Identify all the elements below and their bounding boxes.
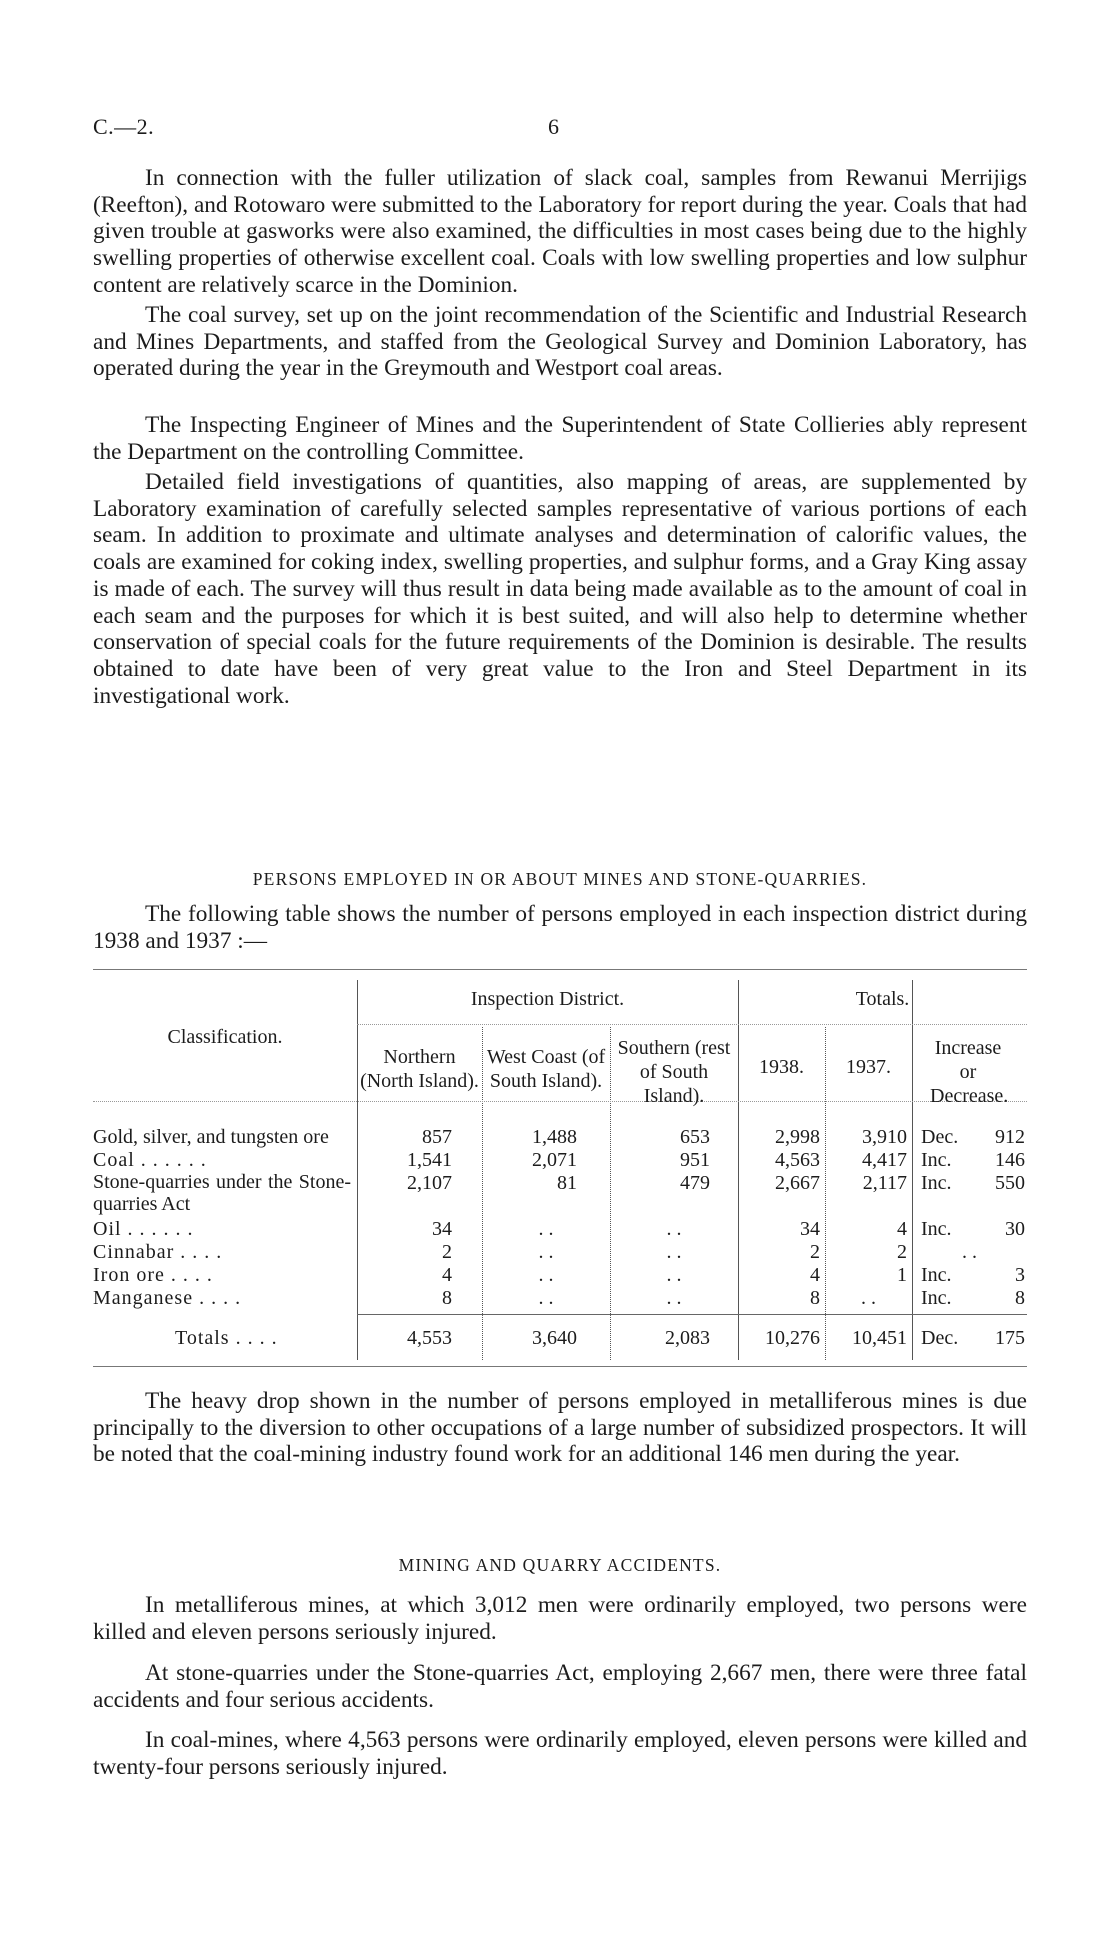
- header-1938: 1938.: [759, 1056, 804, 1078]
- cell-1937: 4,417: [862, 1149, 907, 1171]
- cell-southern: 653: [680, 1126, 710, 1148]
- header-southern: Southern (rest of South Island).: [617, 1037, 731, 1107]
- cell-change-type: Inc.: [921, 1172, 952, 1194]
- paragraph-coal-mine-accidents: In coal-mines, where 4,563 persons were ordinarily employed, eleven persons were killed and twenty-four persons seriously injured.: [93, 1727, 1027, 1780]
- cell-1937: 2: [897, 1241, 907, 1263]
- cell-northern: 34: [432, 1218, 452, 1240]
- cell-change-value: . .: [962, 1241, 977, 1263]
- cell-change-type: Inc.: [921, 1287, 952, 1309]
- cell-west-coast: . .: [538, 1218, 554, 1240]
- table-bottom-rule: [93, 1366, 1027, 1367]
- total-change-type: Dec.: [921, 1327, 959, 1349]
- cell-change-type: Inc.: [921, 1264, 952, 1286]
- paragraph-heavy-drop: The heavy drop shown in the number of persons employed in metalliferous mines is due principally to the diversion to other occupations of a large number of subsidized prospectors. It will be noted that the coal-mining industry found work for an additional 146 men during the year.: [93, 1388, 1027, 1468]
- cell-1937: 4: [897, 1218, 907, 1240]
- paragraph-slack-coal: In connection with the fuller utilization of slack coal, samples from Rewanui Merrijigs (Reefton), and Rotowaro were submitted to the Laboratory for report during the year. Coals that had given trouble at gasworks were also examined, the difficulties in most cases being due to the highly swelling properties of otherwise excellent coal. Coals with low swelling properties and low sulphur content are relatively scarce in the Dominion.: [93, 165, 1027, 298]
- paragraph-table-intro: The following table shows the number of persons employed in each inspection district during 1938 and 1937 :—: [93, 901, 1027, 954]
- cell-southern: 951: [680, 1149, 710, 1171]
- row-label: Oil . . . . . .: [93, 1218, 194, 1240]
- cell-southern: . .: [666, 1218, 682, 1240]
- table-top-rule: [93, 969, 1027, 970]
- section-title-accidents: MINING AND QUARRY ACCIDENTS.: [398, 1555, 722, 1575]
- cell-west-coast: . .: [538, 1264, 554, 1286]
- cell-change-type: Inc.: [921, 1218, 952, 1240]
- header-northern: Northern (North Island).: [360, 1046, 479, 1092]
- row-label: Stone-quarries under the Stone-quarries Act: [93, 1171, 351, 1215]
- header-inspection-district: Inspection District.: [470, 988, 625, 1010]
- cell-1938: 2: [810, 1241, 820, 1263]
- row-label: Manganese . . . .: [93, 1287, 242, 1309]
- cell-northern: 2: [442, 1241, 452, 1263]
- row-label: Gold, silver, and tungsten ore: [93, 1126, 329, 1148]
- section-title-persons-employed: PERSONS EMPLOYED IN OR ABOUT MINES AND STONE-QUARRIES.: [252, 869, 868, 889]
- paragraph-coal-survey: The coal survey, set up on the joint recommendation of the Scientific and Industrial Research and Mines Departments, and staffed from the Geological Survey and Dominion Laboratory, has operated during the year in the Greymouth and Westport coal areas.: [93, 302, 1027, 382]
- cell-1937: . .: [861, 1287, 876, 1309]
- paragraph-field-investigations: Detailed field investigations of quantities, also mapping of areas, are supplemented by Laboratory examination of carefully selected samples representative of various portions of each seam. In addition to proximate and ultimate analyses and determination of calorific values, the coals are examined for coking index, swelling properties, and sulphur forms, and a Gray King assay is made of each. The survey will thus result in data being made available as to the amount of coal in each seam and the purposes for which it is best suited, and will also help to determine whether conservation of special coals for the future requirements of the Dominion is desirable. The results obtained to date have been of very great value to the Iron and Steel Department in its investigational work.: [93, 469, 1027, 709]
- cell-northern: 4: [442, 1264, 452, 1286]
- cell-change-value: 550: [995, 1172, 1025, 1194]
- header-totals: Totals.: [855, 988, 910, 1010]
- page-number: 6: [548, 114, 559, 139]
- totals-label: Totals . . . .: [175, 1327, 278, 1349]
- paragraph-inspecting-engineer: The Inspecting Engineer of Mines and the Superintendent of State Collieries ably represent the Department on the controlling Committee.: [93, 412, 1027, 465]
- cell-northern: 1,541: [407, 1149, 452, 1171]
- cell-1937: 2,117: [862, 1172, 907, 1194]
- cell-northern: 8: [442, 1287, 452, 1309]
- cell-1938: 2,998: [775, 1126, 820, 1148]
- cell-southern: 479: [680, 1172, 710, 1194]
- cell-change-value: 3: [1015, 1264, 1025, 1286]
- cell-1938: 4,563: [775, 1149, 820, 1171]
- header-increase-decrease: Increase or Decrease.: [930, 1037, 1009, 1107]
- cell-1937: 1: [897, 1264, 907, 1286]
- cell-change-type: Inc.: [921, 1149, 952, 1171]
- cell-northern: 857: [422, 1126, 452, 1148]
- cell-change-value: 146: [995, 1149, 1025, 1171]
- table-subheader-rule: [357, 1024, 1027, 1025]
- cell-west-coast: 2,071: [532, 1149, 577, 1171]
- cell-1937: 3,910: [862, 1126, 907, 1148]
- cell-west-coast: . .: [538, 1241, 554, 1263]
- total-northern: 4,553: [407, 1327, 452, 1349]
- table-divider: [912, 980, 913, 1360]
- total-1938: 10,276: [765, 1327, 820, 1349]
- cell-west-coast: . .: [538, 1287, 554, 1309]
- cell-change-value: 8: [1015, 1287, 1025, 1309]
- row-label: Coal . . . . . .: [93, 1149, 207, 1171]
- cell-change-type: Dec.: [921, 1126, 959, 1148]
- total-1937: 10,451: [852, 1327, 907, 1349]
- cell-northern: 2,107: [407, 1172, 452, 1194]
- cell-southern: . .: [666, 1287, 682, 1309]
- cell-1938: 4: [810, 1264, 820, 1286]
- table-totals-rule: [357, 1314, 1027, 1315]
- table-header-rule: [93, 1101, 1027, 1102]
- cell-change-value: 912: [995, 1126, 1025, 1148]
- paragraph-quarry-accidents: At stone-quarries under the Stone-quarries Act, employing 2,667 men, there were three fatal accidents and four serious accidents.: [93, 1660, 1027, 1713]
- total-west-coast: 3,640: [532, 1327, 577, 1349]
- cell-southern: . .: [666, 1241, 682, 1263]
- paragraph-metalliferous-accidents: In metalliferous mines, at which 3,012 men were ordinarily employed, two persons were killed and eleven persons seriously injured.: [93, 1592, 1027, 1645]
- cell-1938: 2,667: [775, 1172, 820, 1194]
- row-label: Iron ore . . . .: [93, 1264, 213, 1286]
- cell-west-coast: 1,488: [532, 1126, 577, 1148]
- cell-west-coast: 81: [557, 1172, 577, 1194]
- header-classification: Classification.: [167, 1026, 283, 1048]
- row-label: Cinnabar . . . .: [93, 1241, 223, 1263]
- header-west-coast: West Coast (of South Island).: [486, 1046, 606, 1092]
- total-change-value: 175: [995, 1327, 1025, 1349]
- cell-1938: 8: [810, 1287, 820, 1309]
- cell-1938: 34: [800, 1218, 820, 1240]
- total-southern: 2,083: [665, 1327, 710, 1349]
- cell-southern: . .: [666, 1264, 682, 1286]
- document-reference: C.—2.: [93, 114, 155, 139]
- cell-change-value: 30: [1005, 1218, 1025, 1240]
- header-1937: 1937.: [846, 1056, 891, 1078]
